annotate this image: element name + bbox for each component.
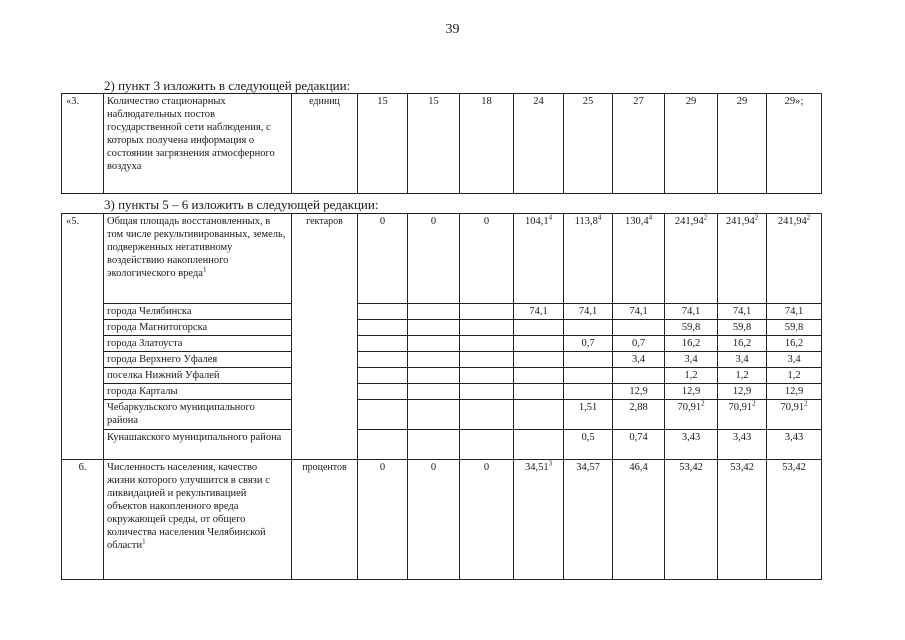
- value-cell: 3,43: [665, 430, 718, 460]
- value-cell: [460, 384, 514, 400]
- value-cell: 25: [564, 94, 613, 194]
- footnote-ref: 2: [701, 399, 705, 408]
- sub-area-name: Кунашакского муниципального района: [104, 430, 292, 460]
- indicator-name: Общая площадь восстановленных, в том числе рекультивированных, земель, подверженных негативному воздействию накопленного экологического вреда$^1$: [104, 214, 292, 304]
- value-cell: 1,2: [718, 368, 767, 384]
- value-cell: 46,4: [613, 460, 665, 580]
- row-number: 6.: [62, 460, 104, 580]
- value-cell: 74,1: [718, 304, 767, 320]
- value-cell: 74,1: [767, 304, 822, 320]
- table-row: [62, 94, 822, 194]
- sub-area-name: города Верхнего Уфалея: [104, 352, 292, 368]
- unit-cell: процентов: [292, 460, 358, 580]
- value-cell: [358, 368, 408, 384]
- value-cell: 29: [718, 94, 767, 194]
- page-number: 39: [445, 22, 460, 37]
- value-cell: [460, 430, 514, 460]
- table-row: [62, 384, 822, 400]
- value-cell: 34,51$^3$: [514, 460, 564, 580]
- value-cell: [358, 320, 408, 336]
- value-cell: [460, 400, 514, 430]
- footnote-ref: 2: [752, 399, 756, 408]
- value-cell: [514, 368, 564, 384]
- value-cell: 113,8$^4$: [564, 214, 613, 304]
- value-cell: 1,2: [767, 368, 822, 384]
- value-cell: [564, 368, 613, 384]
- unit-cell: единиц: [292, 94, 358, 194]
- value-cell: 104,1$^4$: [514, 214, 564, 304]
- value-cell: [514, 320, 564, 336]
- value-cell: 1,2: [665, 368, 718, 384]
- value-cell: [408, 430, 460, 460]
- table-row: [62, 304, 822, 320]
- value-cell: 70,91$^2$: [767, 400, 822, 430]
- footnote-ref: 4: [548, 213, 553, 222]
- value-cell: 0: [358, 214, 408, 304]
- footnote-ref: 3: [548, 459, 553, 468]
- value-cell: 53,42: [767, 460, 822, 580]
- value-cell: [408, 320, 460, 336]
- value-cell: 12,9: [613, 384, 665, 400]
- table-row-3: [61, 93, 822, 194]
- indicator-name: Количество стационарных наблюдательных постов государственной сети наблюдения, с которых получена информация о состоянии загрязнения атмосферного воздуха: [104, 94, 292, 194]
- value-cell: [514, 430, 564, 460]
- value-cell: 241,94$^2$: [767, 214, 822, 304]
- value-cell: 3,43: [767, 430, 822, 460]
- footnote-ref: 2: [804, 399, 808, 408]
- value-cell: 27: [613, 94, 665, 194]
- sub-area-name: поселка Нижний Уфалей: [104, 368, 292, 384]
- value-cell: [460, 320, 514, 336]
- value-cell: 74,1: [564, 304, 613, 320]
- footnote-ref: 2: [806, 213, 811, 222]
- value-cell: [358, 384, 408, 400]
- footnote-ref: 4: [597, 213, 602, 222]
- value-cell: 53,42: [718, 460, 767, 580]
- footnote-ref: 1: [142, 537, 146, 546]
- table-row: [62, 430, 822, 460]
- value-cell: 59,8: [767, 320, 822, 336]
- value-cell: 3,43: [718, 430, 767, 460]
- value-cell: 0: [460, 214, 514, 304]
- value-cell: 0: [408, 460, 460, 580]
- value-cell: [514, 336, 564, 352]
- value-cell: [408, 384, 460, 400]
- value-cell: 12,9: [718, 384, 767, 400]
- indicator-name: Численность населения, качество жизни которого улучшится в связи с ликвидацией и рекультивацией объектов накопленного вреда окружающей среды, от общего количества населения Челябинской области$^1$: [104, 460, 292, 580]
- value-cell: 34,57: [564, 460, 613, 580]
- value-cell: 1,51: [564, 400, 613, 430]
- value-cell: 16,2: [665, 336, 718, 352]
- value-cell: 0: [358, 460, 408, 580]
- table-row: [62, 352, 822, 368]
- value-cell: [358, 352, 408, 368]
- sub-area-name: Чебаркульского муниципального района: [104, 400, 292, 430]
- value-cell: 15: [408, 94, 460, 194]
- table-row: [62, 320, 822, 336]
- value-cell: [613, 320, 665, 336]
- value-cell: 0: [408, 214, 460, 304]
- table-row: [62, 336, 822, 352]
- unit-cell: гектаров: [292, 214, 358, 460]
- sub-area-name: города Златоуста: [104, 336, 292, 352]
- value-cell: [408, 368, 460, 384]
- row-number: «5.: [62, 214, 104, 460]
- value-cell: [408, 400, 460, 430]
- value-cell: 74,1: [613, 304, 665, 320]
- value-cell: 0,74: [613, 430, 665, 460]
- value-cell: 70,91$^2$: [718, 400, 767, 430]
- footnote-ref: 2: [703, 213, 708, 222]
- value-cell: 16,2: [718, 336, 767, 352]
- table-rows-5-6: [61, 213, 822, 580]
- value-cell: 0: [460, 460, 514, 580]
- table-row: [62, 460, 822, 580]
- footnote-ref: 4: [648, 213, 653, 222]
- value-cell: 15: [358, 94, 408, 194]
- value-cell: 130,4$^4$: [613, 214, 665, 304]
- sub-area-name: города Магнитогорска: [104, 320, 292, 336]
- table-row: [62, 368, 822, 384]
- value-cell: 241,94$^2$: [665, 214, 718, 304]
- value-cell: 0,5: [564, 430, 613, 460]
- table-row: [62, 400, 822, 430]
- value-cell: 3,4: [665, 352, 718, 368]
- value-cell: 12,9: [665, 384, 718, 400]
- value-cell: 2,88: [613, 400, 665, 430]
- value-cell: 53,42: [665, 460, 718, 580]
- value-cell: [460, 368, 514, 384]
- section-2-heading: 2) пункт 3 изложить в следующей редакции:: [104, 78, 351, 93]
- value-cell: 74,1: [665, 304, 718, 320]
- value-cell: [408, 336, 460, 352]
- value-cell: 241,94$^2$: [718, 214, 767, 304]
- value-cell: 74,1: [514, 304, 564, 320]
- footnote-ref: 1: [202, 265, 207, 274]
- value-cell: [358, 400, 408, 430]
- value-cell: 29: [665, 94, 718, 194]
- value-cell: 12,9: [767, 384, 822, 400]
- value-cell: [564, 320, 613, 336]
- footnote-ref: 2: [754, 213, 759, 222]
- value-cell: [358, 304, 408, 320]
- value-cell: 29»;: [767, 94, 822, 194]
- value-cell: [358, 430, 408, 460]
- value-cell: [514, 384, 564, 400]
- sub-area-name: города Челябинска: [104, 304, 292, 320]
- value-cell: [514, 400, 564, 430]
- value-cell: 0,7: [564, 336, 613, 352]
- value-cell: 3,4: [718, 352, 767, 368]
- value-cell: [564, 352, 613, 368]
- value-cell: 24: [514, 94, 564, 194]
- value-cell: [408, 304, 460, 320]
- value-cell: [460, 336, 514, 352]
- value-cell: 18: [460, 94, 514, 194]
- value-cell: 59,8: [718, 320, 767, 336]
- value-cell: 0,7: [613, 336, 665, 352]
- value-cell: 59,8: [665, 320, 718, 336]
- value-cell: [408, 352, 460, 368]
- table-row: [62, 214, 822, 304]
- value-cell: [564, 384, 613, 400]
- section-3-heading: 3) пункты 5 – 6 изложить в следующей редакции:: [104, 197, 379, 212]
- value-cell: [358, 336, 408, 352]
- value-cell: 70,91$^2$: [665, 400, 718, 430]
- value-cell: 3,4: [767, 352, 822, 368]
- value-cell: [460, 352, 514, 368]
- value-cell: [613, 368, 665, 384]
- sub-area-name: города Карталы: [104, 384, 292, 400]
- value-cell: [514, 352, 564, 368]
- value-cell: [460, 304, 514, 320]
- value-cell: 16,2: [767, 336, 822, 352]
- value-cell: 3,4: [613, 352, 665, 368]
- row-number: «3.: [62, 94, 104, 194]
